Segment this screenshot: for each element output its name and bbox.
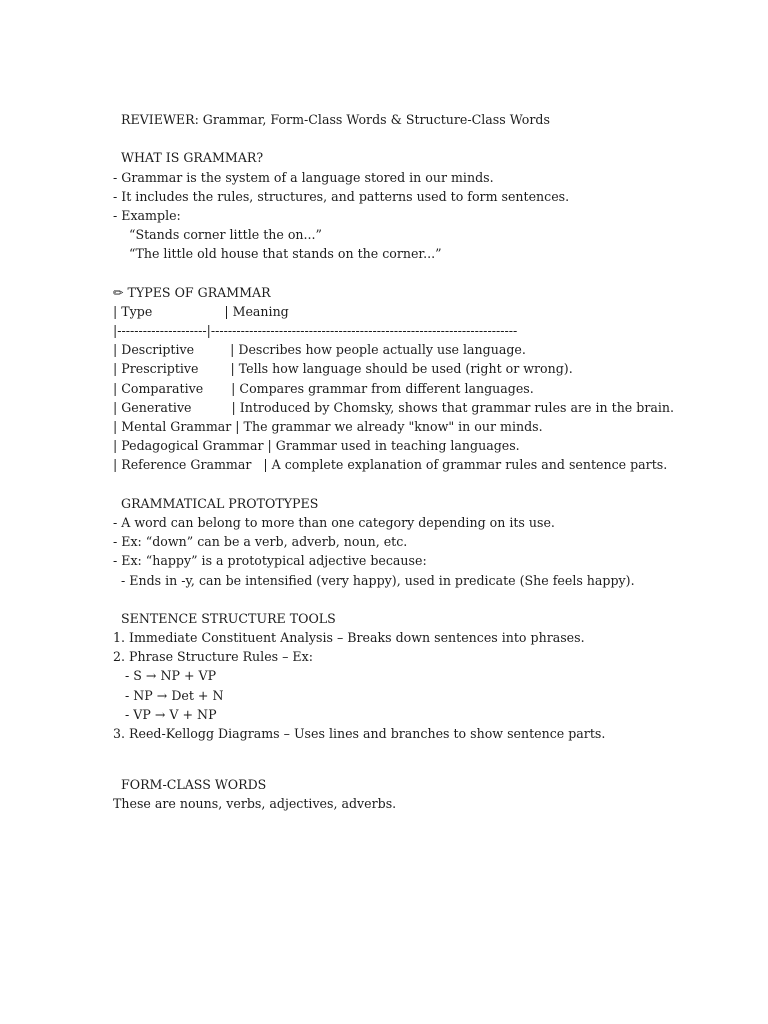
spacer [113,264,753,283]
section-heading-types-of-grammar: ✏ TYPES OF GRAMMAR [113,284,271,300]
types-table-row: | Prescriptive | Tells how language should be used (right or wrong). [113,361,573,377]
phrase-rule: - VP → V + NP [113,706,217,722]
section-heading-sentence-structure-tools: SENTENCE STRUCTURE TOOLS [113,610,336,626]
types-table-row: | Pedagogical Grammar | Grammar used in teaching languages. [113,438,520,454]
spacer [113,475,753,494]
section-heading-form-class-words: FORM-CLASS WORDS [113,777,267,793]
grammar-line: - It includes the rules, structures, and patterns used to form sentences. [113,188,570,204]
tool-line: 3. Reed-Kellogg Diagrams – Uses lines and branches to show sentence parts. [113,726,606,741]
section-heading-grammatical-prototypes: GRAMMATICAL PROTOTYPES [113,495,319,511]
types-table-header: | Type | Meaning [113,303,289,319]
tool-line: 2. Phrase Structure Rules – Ex: [113,649,313,665]
example-sentence: “The little old house that stands on the corner...” [113,246,442,262]
prototype-line: - Ends in -y, can be intensified (very happy), used in predicate (She feels happy). [113,572,635,588]
spacer [113,590,753,609]
spacer [113,743,753,775]
prototype-line: - Ex: “happy” is a prototypical adjective because: [113,553,427,569]
types-table-row: | Generative | Introduced by Chomsky, shows that grammar rules are in the brain. [113,399,674,415]
phrase-rule: - NP → Det + N [113,687,224,703]
types-table-row: | Reference Grammar | A complete explanation of grammar rules and sentence parts. [113,457,668,473]
prototype-line: - Ex: “down” can be a verb, adverb, noun, etc. [113,534,408,550]
types-table-row: | Descriptive | Describes how people actually use language. [113,342,526,358]
form-class-line: These are nouns, verbs, adjectives, adverbs. [113,796,397,812]
types-table-divider: |---------------------|------------------------------------------------------------------------ [113,323,518,339]
types-table-row: | Mental Grammar | The grammar we already "know" in our minds. [113,419,543,434]
prototype-line: - A word can belong to more than one category depending on its use. [113,514,555,530]
grammar-line: - Grammar is the system of a language stored in our minds. [113,169,494,185]
document-body [113,110,753,814]
phrase-rule: - S → NP + VP [113,668,217,684]
tool-line: 1. Immediate Constituent Analysis – Breaks down sentences into phrases. [113,630,585,646]
section-heading-what-is-grammar: WHAT IS GRAMMAR? [113,150,264,166]
example-sentence: “Stands corner little the on...” [113,227,322,243]
spacer [113,129,753,148]
grammar-line: - Example: [113,207,181,223]
document-title: REVIEWER: Grammar, Form-Class Words & Structure-Class Words [113,112,550,127]
types-table-row: | Comparative | Compares grammar from different languages. [113,380,534,396]
